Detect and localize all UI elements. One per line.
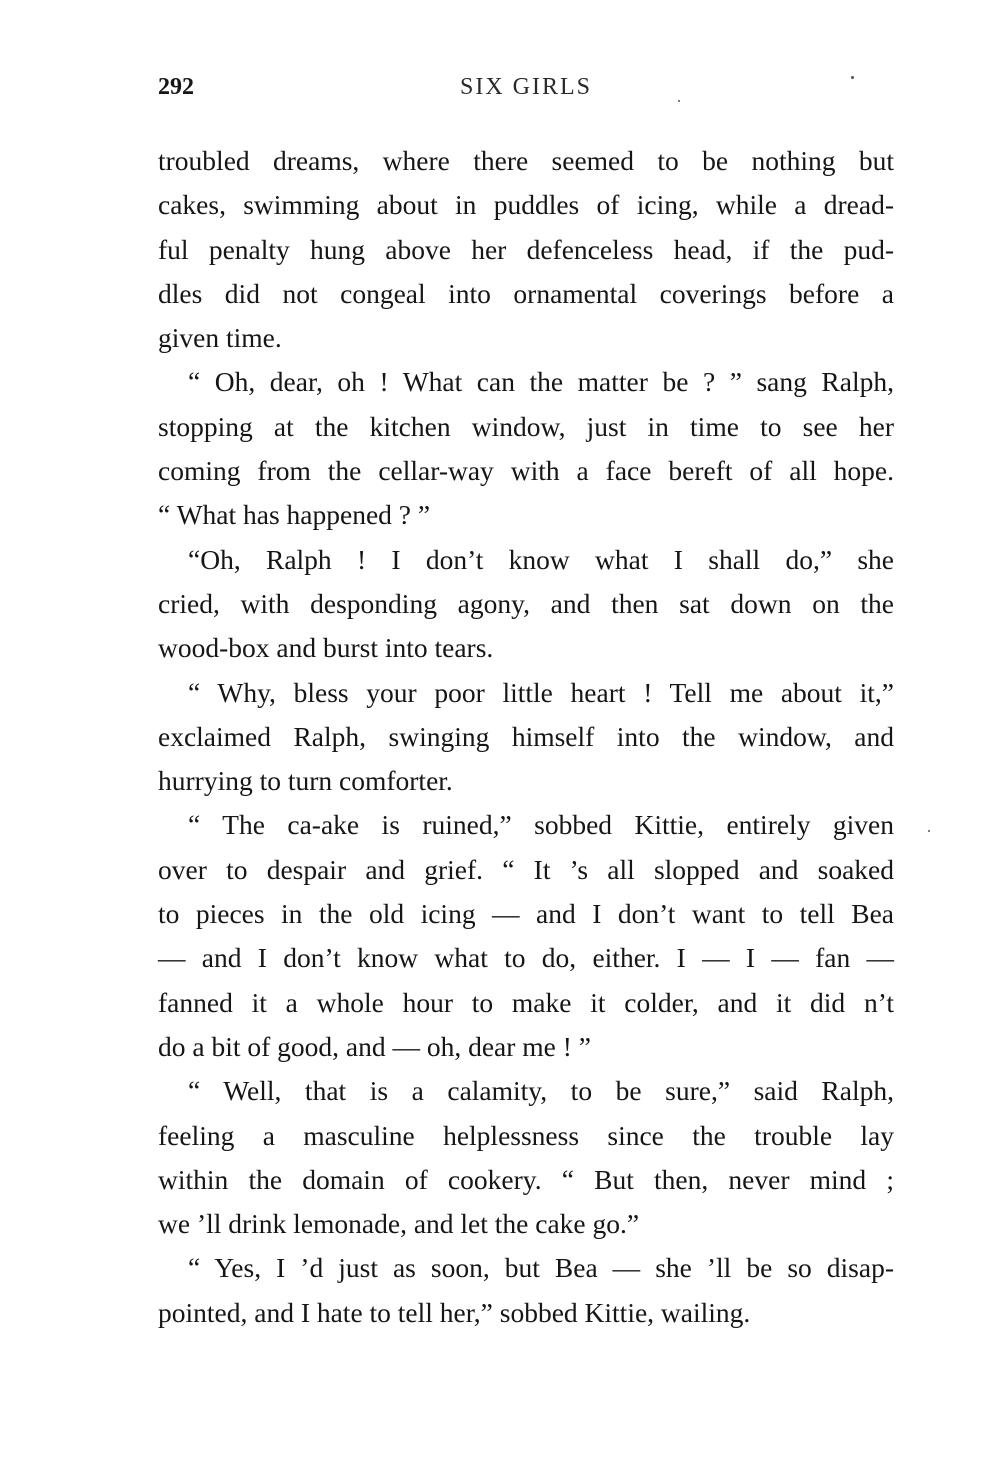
- running-title: SIX GIRLS: [459, 74, 592, 100]
- text-line: to pieces in the old icing — and I don’t want to tell Bea: [158, 898, 894, 930]
- paragraph: [158, 360, 894, 537]
- print-speck: [851, 76, 854, 79]
- running-head: [158, 74, 894, 110]
- body-text: [158, 139, 894, 1335]
- text-line: “ Well, that is a calamity, to be sure,” said Ralph,: [188, 1075, 894, 1107]
- page-number: 292: [158, 74, 194, 100]
- text-line: cakes, swimming about in puddles of icing, while a dread-: [158, 189, 894, 221]
- text-line: fanned it a whole hour to make it colder, and it did n’t: [158, 986, 894, 1018]
- text-line: feeling a masculine helplessness since the trouble lay: [158, 1119, 894, 1151]
- text-line: we ’ll drink lemonade, and let the cake go.”: [158, 1208, 640, 1240]
- text-line: “ Oh, dear, oh ! What can the matter be ? ” sang Ralph,: [188, 366, 894, 398]
- text-line: stopping at the kitchen window, just in time to see her: [158, 410, 894, 442]
- print-speck: [678, 100, 680, 102]
- text-line: within the domain of cookery. “ But then, never mind ;: [158, 1163, 894, 1195]
- text-line: wood-box and burst into tears.: [158, 632, 494, 664]
- paragraph: [158, 1069, 894, 1246]
- text-line: “Oh, Ralph ! I don’t know what I shall do,” she: [188, 543, 894, 575]
- text-line: ful penalty hung above her defenceless head, if the pud-: [158, 233, 894, 265]
- print-speck: [928, 830, 930, 832]
- text-line: coming from the cellar-way with a face bereft of all hope.: [158, 455, 894, 487]
- text-line: hurrying to turn comforter.: [158, 765, 453, 797]
- text-line: cried, with desponding agony, and then sat down on the: [158, 587, 894, 619]
- text-line: do a bit of good, and — oh, dear me ! ”: [158, 1030, 592, 1062]
- text-line: “ Why, bless your poor little heart ! Tell me about it,”: [188, 676, 894, 708]
- text-line: — and I don’t know what to do, either. I — I — fan —: [158, 942, 894, 974]
- text-line: given time.: [158, 322, 282, 354]
- paragraph: [158, 803, 894, 1069]
- paragraph: [158, 139, 894, 360]
- text-line: “ Yes, I ’d just as soon, but Bea — she ’ll be so disap-: [188, 1252, 894, 1284]
- text-line: “ What has happened ? ”: [158, 499, 431, 531]
- text-line: “ The ca-ake is ruined,” sobbed Kittie, entirely given: [188, 809, 894, 841]
- text-line: over to despair and grief. “ It ’s all slopped and soaked: [158, 853, 894, 885]
- paragraph: [158, 538, 894, 671]
- text-line: troubled dreams, where there seemed to be nothing but: [158, 145, 894, 176]
- paragraph: [158, 1246, 894, 1335]
- text-line: pointed, and I hate to tell her,” sobbed Kittie, wailing.: [158, 1296, 751, 1328]
- text-line: exclaimed Ralph, swinging himself into the window, and: [158, 720, 894, 752]
- text-line: dles did not congeal into ornamental coverings before a: [158, 277, 894, 309]
- paragraph: [158, 671, 894, 804]
